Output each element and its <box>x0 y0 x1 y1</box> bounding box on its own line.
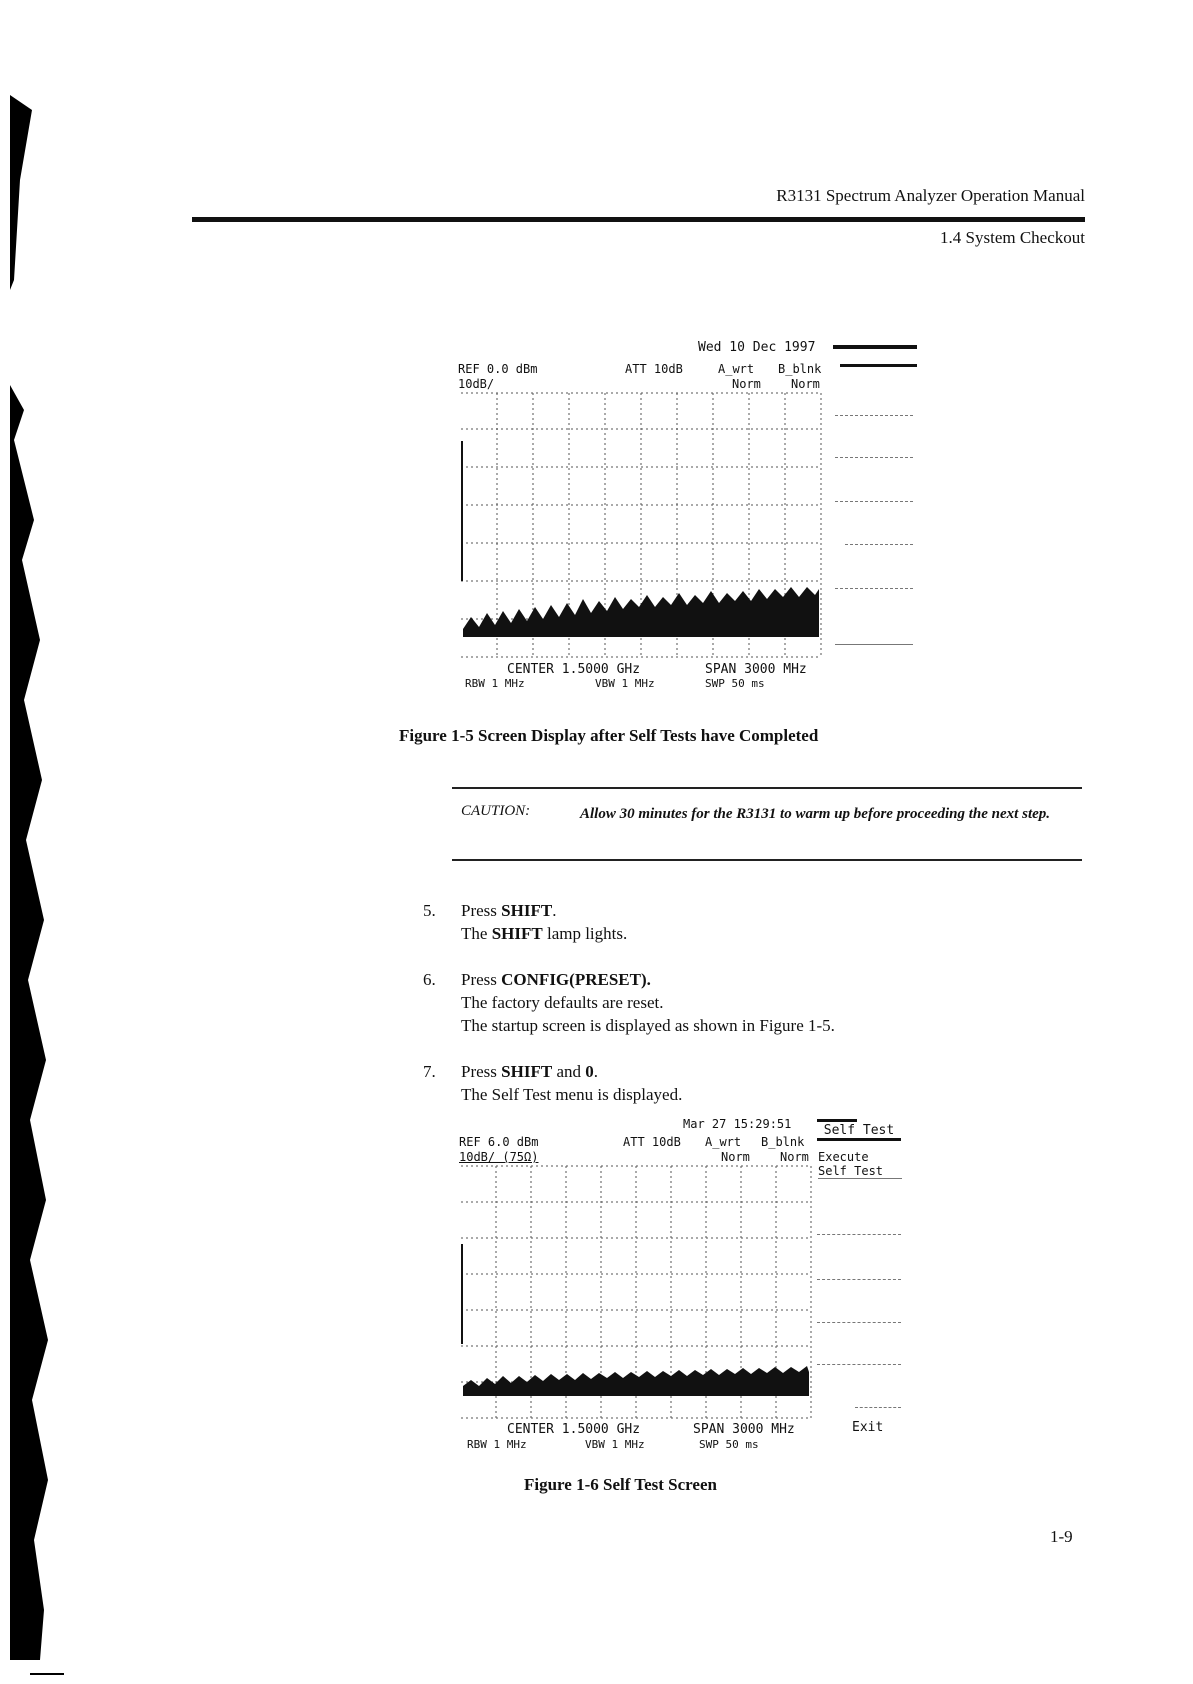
step-text: . <box>646 970 651 989</box>
trace-a-detector: Norm <box>721 1150 750 1164</box>
span: SPAN 3000 MHz <box>705 662 807 677</box>
softkey-divider <box>835 644 913 645</box>
trace-a-mode: A_wrt <box>718 362 755 376</box>
execute-self-test-softkey[interactable] <box>818 1150 902 1179</box>
trace-b-detector: Norm <box>791 377 820 391</box>
step-text: Press <box>461 970 502 989</box>
softkey-divider <box>845 544 913 545</box>
step-7-number: 7. <box>423 1062 436 1081</box>
step-6-line-1 <box>461 970 651 990</box>
vbw: VBW 1 MHz <box>585 1438 645 1451</box>
scale: 10dB/ (75Ω) <box>459 1150 539 1164</box>
step-5-line-2 <box>461 924 627 944</box>
caution-label: CAUTION: <box>461 803 531 819</box>
header-rule <box>192 217 1085 222</box>
caution-bottom-rule <box>452 859 1082 861</box>
key-name: SHIFT <box>501 1062 553 1081</box>
screen-date: Mar 27 15:29:51 <box>683 1117 792 1131</box>
sweep-time: SWP 50 ms <box>699 1438 759 1451</box>
softkey-label: Self Test <box>818 1164 884 1178</box>
softkey-divider <box>817 1322 901 1323</box>
step-7-line-1 <box>461 1062 598 1082</box>
figure-1-6-screen <box>455 1112 925 1452</box>
step-5-line-1 <box>461 901 556 921</box>
scale: 10dB/ <box>458 377 495 391</box>
step-text: lamp lights. <box>542 924 628 943</box>
step-text: and <box>552 1062 586 1081</box>
sweep-time: SWP 50 ms <box>705 677 765 690</box>
trace-a-detector: Norm <box>732 377 761 391</box>
noise-floor-trace <box>463 1366 809 1396</box>
center-frequency: CENTER 1.5000 GHz <box>507 662 641 677</box>
attenuation: ATT 10dB <box>625 362 683 376</box>
key-name: CONFIG(PRESET) <box>501 970 647 989</box>
softkey-menu-title: Self Test <box>817 1123 901 1141</box>
softkey-divider <box>835 415 913 416</box>
softkey-bar <box>817 1119 857 1122</box>
rbw: RBW 1 MHz <box>465 677 525 690</box>
step-text: Press <box>461 1062 502 1081</box>
caution-text: Allow 30 minutes for the R3131 to warm up before proceeding the next step. <box>580 806 1051 822</box>
attenuation: ATT 10dB <box>623 1135 681 1149</box>
center-frequency: CENTER 1.5000 GHz <box>507 1422 641 1437</box>
step-7-line-2: The Self Test menu is displayed. <box>461 1085 683 1104</box>
spectrum-grid <box>461 391 836 661</box>
ref-level: REF 0.0 dBm <box>458 362 538 376</box>
step-6-line-3: The startup screen is displayed as shown in Figure 1-5. <box>461 1016 835 1035</box>
step-text: . <box>552 901 557 920</box>
key-name: 0 <box>585 1062 594 1081</box>
vbw: VBW 1 MHz <box>595 677 655 690</box>
figure-1-5-caption: Figure 1-5 Screen Display after Self Tests have Completed <box>399 726 819 745</box>
step-6-line-2: The factory defaults are reset. <box>461 993 664 1012</box>
trace-a-mode: A_wrt <box>705 1135 742 1149</box>
softkey-divider <box>817 1279 901 1280</box>
softkey-divider <box>855 1407 901 1408</box>
section-title: 1.4 System Checkout <box>940 228 1085 247</box>
caution-top-rule <box>452 787 1082 789</box>
step-text: The <box>461 924 492 943</box>
figure-1-6-caption: Figure 1-6 Self Test Screen <box>524 1475 717 1494</box>
softkey-divider <box>817 1234 901 1235</box>
softkey-label: Execute <box>818 1150 869 1164</box>
softkey-divider <box>817 1364 901 1365</box>
step-5-number: 5. <box>423 901 436 920</box>
softkey-bar <box>833 345 917 349</box>
key-name: SHIFT <box>501 901 553 920</box>
softkey-bar <box>840 364 917 367</box>
softkey-divider <box>835 457 913 458</box>
page-number: 1-9 <box>1050 1527 1073 1546</box>
step-6-number: 6. <box>423 970 436 989</box>
rbw: RBW 1 MHz <box>467 1438 527 1451</box>
manual-title: R3131 Spectrum Analyzer Operation Manual <box>776 186 1085 205</box>
figure-1-5-screen <box>455 335 925 695</box>
step-text: Press <box>461 901 502 920</box>
step-text: . <box>593 1062 598 1081</box>
key-name: SHIFT <box>491 924 543 943</box>
exit-softkey[interactable]: Exit <box>852 1420 884 1435</box>
softkey-divider <box>835 588 913 589</box>
ref-level: REF 6.0 dBm <box>459 1135 539 1149</box>
spectrum-grid <box>461 1164 821 1424</box>
trace-b-detector: Norm <box>780 1150 809 1164</box>
softkey-divider <box>835 501 913 502</box>
page-binding-edge <box>0 0 64 1684</box>
screen-date: Wed 10 Dec 1997 <box>698 340 816 355</box>
trace-b-mode: B_blnk <box>761 1135 805 1149</box>
trace-b-mode: B_blnk <box>778 362 822 376</box>
span: SPAN 3000 MHz <box>693 1422 795 1437</box>
